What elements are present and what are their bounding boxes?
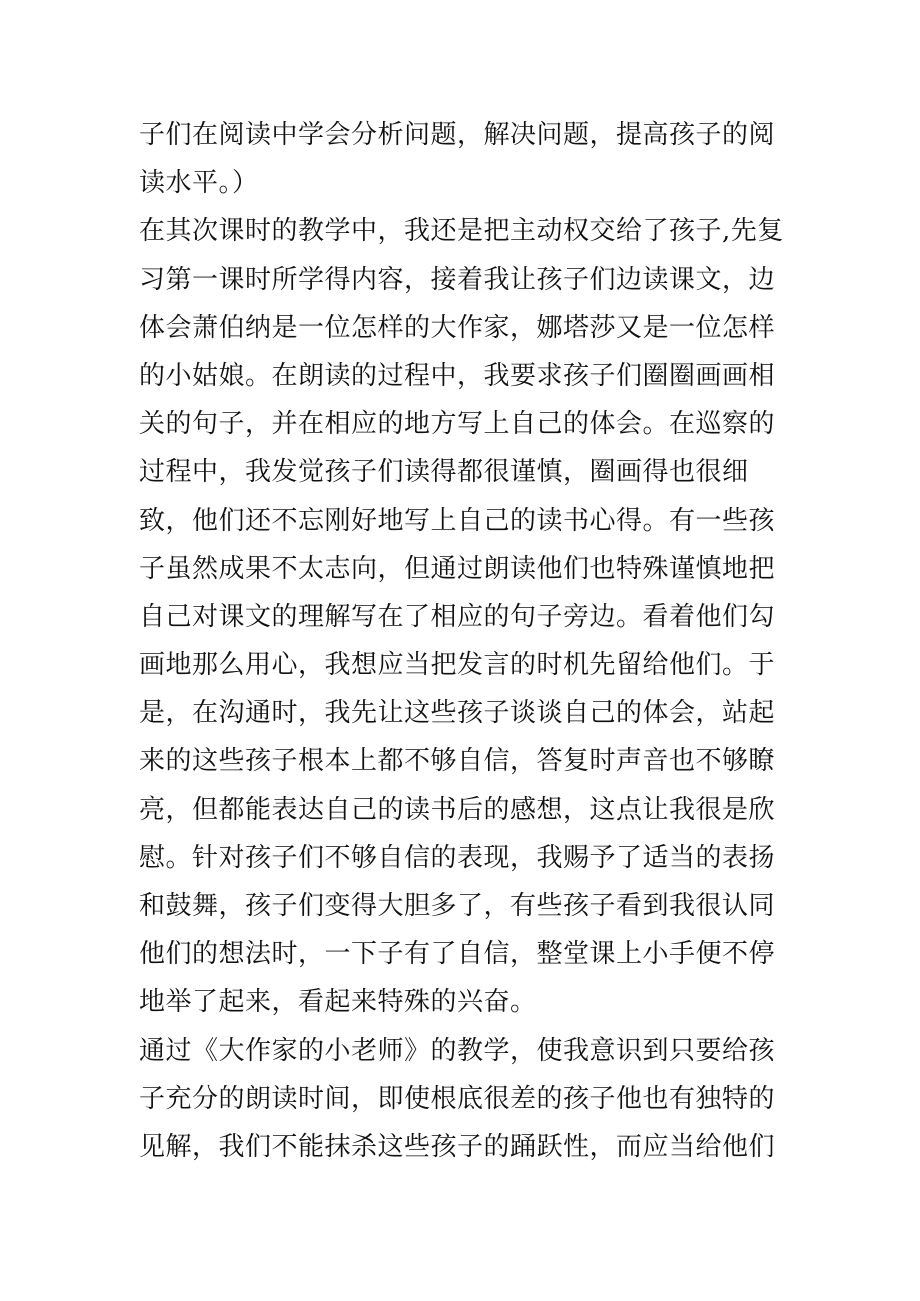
text-line: 地举了起来，看起来特殊的兴奋。	[139, 987, 537, 1018]
text-line: 来的这些孩子根本上都不够自信，答复时声音也不够瞭	[139, 746, 776, 777]
text-line: 他们的想法时，一下子有了自信，整堂课上小手便不停	[139, 939, 776, 970]
text-line: 亮，但都能表达自己的读书后的感想，这点让我很是欣	[139, 794, 776, 825]
text-line: 是，在沟通时，我先让这些孩子谈谈自己的体会，站起	[139, 698, 776, 729]
text-line: 体会萧伯纳是一位怎样的大作家，娜塔莎又是一位怎样	[139, 312, 776, 343]
text-line: 在其次课时的教学中，我还是把主动权交给了孩子,先复	[139, 216, 784, 247]
text-line: 通过《大作家的小老师》的教学，使我意识到只要给孩	[139, 1035, 776, 1066]
text-line: 慰。针对孩子们不够自信的表现，我赐予了适当的表扬	[139, 842, 776, 873]
text-line: 读水平。）	[139, 168, 259, 199]
text-line: 关的句子，并在相应的地方写上自己的体会。在巡察的	[139, 409, 776, 440]
text-line: 习第一课时所学得内容，接着我让孩子们边读课文，边	[139, 264, 776, 295]
text-line: 和鼓舞，孩子们变得大胆多了，有些孩子看到我很认同	[139, 891, 776, 921]
text-line: 致，他们还不忘刚好地写上自己的读书心得。有一些孩	[139, 505, 776, 536]
text-line: 子虽然成果不太志向，但通过朗读他们也特殊谨慎地把	[139, 553, 776, 584]
text-line: 子充分的朗读时间，即使根底很差的孩子他也有独特的	[139, 1083, 776, 1114]
body-text	[139, 111, 784, 1171]
text-line: 见解，我们不能抹杀这些孩子的踊跃性，而应当给他们	[139, 1131, 776, 1162]
text-line: 子们在阅读中学会分析问题，解决问题，提高孩子的阅	[139, 120, 776, 150]
text-line: 的小姑娘。在朗读的过程中，我要求孩子们圈圈画画相	[139, 360, 776, 391]
text-line: 画地那么用心，我想应当把发言的时机先留给他们。于	[139, 650, 776, 681]
text-line: 自己对课文的理解写在了相应的句子旁边。看着他们勾	[139, 601, 776, 632]
text-line: 过程中，我发觉孩子们读得都很谨慎，圈画得也很细	[139, 457, 749, 488]
